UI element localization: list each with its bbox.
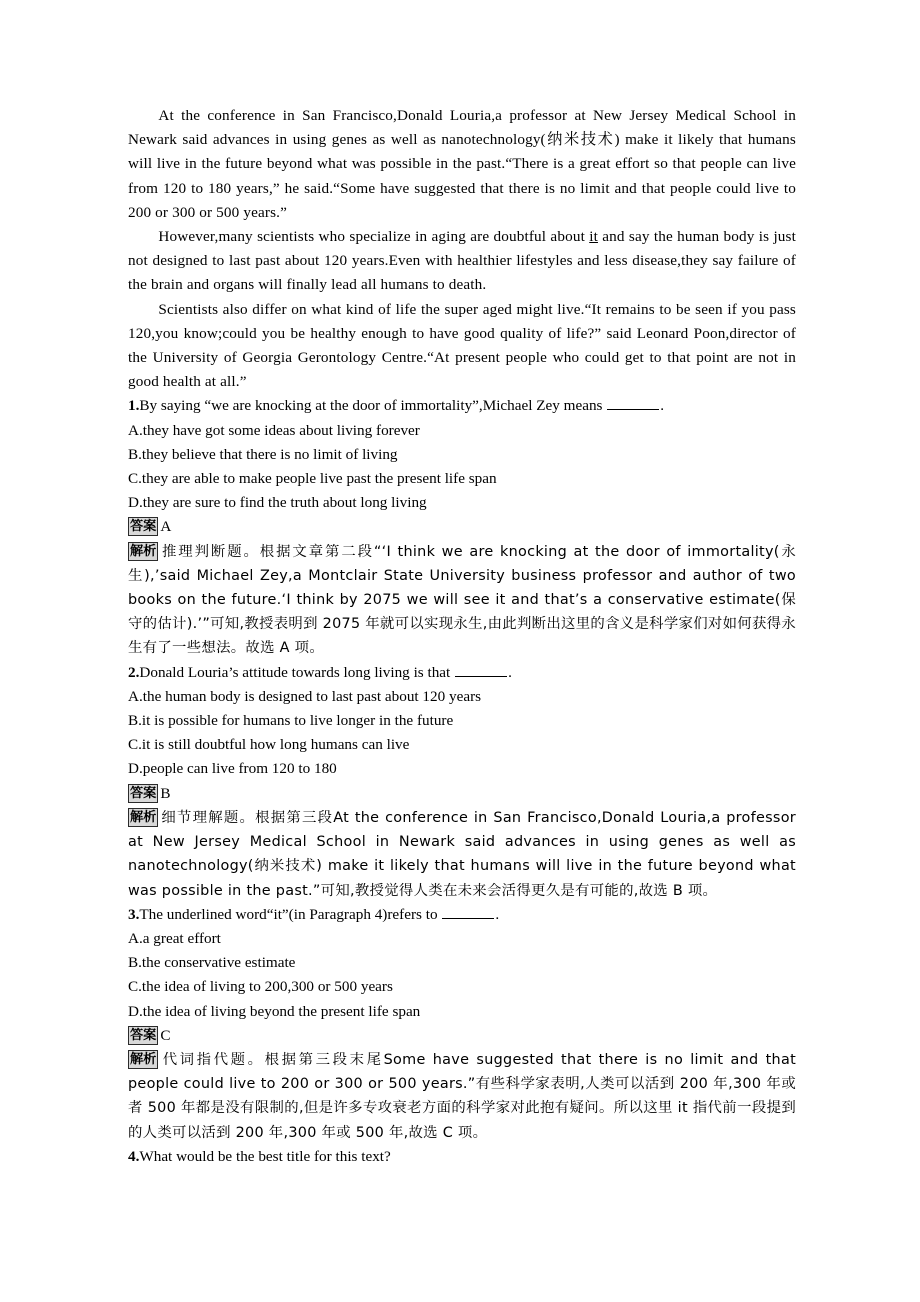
passage-paragraph-3: Scientists also differ on what kind of life the super aged might live.“It remains to be seen if you pass 120,you know;could you be healthy enough to have good quality of life?” said Leonard Poon,director of the University of Georgia Gerontology Centre.“At present people who could get to that point are not in good health at all.” [128,300,796,391]
analysis-tag: 解析 [130,809,157,825]
analysis-tag: 解析 [130,543,157,559]
underlined-word-it: it [589,228,598,246]
question-1-stem-text: By saying “we are knocking at the door of immortality”,Michael Zey means [139,397,607,415]
question-2-stem [128,661,796,685]
question-3-analysis-row [128,1048,796,1145]
question-3-stem [128,903,796,927]
question-2-answer-row [128,782,796,806]
question-1-analysis-text: 推理判断题。根据文章第二段“‘I think we are knocking at the door of immortality(永生),’said Michael Zey,a Montclair State University business professor and author of two books on the future.‘I think by 2075 we will see it and that’s a conservative estimate(保守的估计).’”可知,教授表明到 2075 年就可以实现永生,由此判断出这里的含义是科学家们对如何获得永生有了一些想法。故选 A 项。 [128,543,796,657]
question-1-analysis-row [128,540,796,661]
question-2-number: 2. [128,663,140,681]
question-3-option-a[interactable]: A.a great effort [128,929,221,947]
question-3-stem-tail: . [495,905,500,923]
question-3-number: 3. [128,905,140,923]
question-3-answer-value: C [160,1026,171,1044]
question-4-stem [128,1145,796,1169]
question-1-option-b[interactable]: B.they believe that there is no limit of living [128,445,398,463]
analysis-tag: 解析 [130,1051,157,1067]
answer-tag: 答案 [130,785,157,801]
question-4-number: 4. [128,1147,140,1165]
question-3-answer-row [128,1024,796,1048]
question-2-blank[interactable] [455,663,507,677]
question-3-option-b[interactable]: B.the conservative estimate [128,954,296,972]
question-1-number: 1. [128,397,140,415]
question-3-option-d[interactable]: D.the idea of living beyond the present life span [128,1002,421,1020]
question-1-answer-value: A [160,518,172,536]
answer-tag: 答案 [130,519,157,535]
question-2-analysis-text: 细节理解题。根据第三段At the conference in San Francisco,Donald Louria,a professor at New Jersey Medical School in Newark said advances in using genes as well as nanotechnology(纳米技术) make it likely that humans will live in the future beyond what was possible in the past.”可知,教授觉得人类在未来会活得更久是有可能的,故选 B 项。 [128,809,796,899]
question-1-option-c[interactable]: C.they are able to make people live past the present life span [128,470,497,488]
question-3-option-c[interactable]: C.the idea of living to 200,300 or 500 years [128,978,393,996]
passage-paragraph-2 [128,225,796,298]
question-1-option-a[interactable]: A.they have got some ideas about living forever [128,421,420,439]
passage-paragraph-1: At the conference in San Francisco,Donald Louria,a professor at New Jersey Medical School in Newark said advances in using genes as well as nanotechnology(纳米技术) make it likely that humans will live in the future beyond what was possible in the past.“There is a great effort so that people can live from 120 to 180 years,” he said.“Some have suggested that there is no limit and that people could live to 200 or 300 or 500 years.” [128,107,796,221]
question-1-answer-row [128,515,796,539]
question-2-answer-value: B [160,784,171,802]
question-2-analysis-row [128,806,796,903]
question-4-stem-text: What would be the best title for this text? [139,1147,391,1165]
question-2-option-d[interactable]: D.people can live from 120 to 180 [128,760,337,778]
question-2-option-c[interactable]: C.it is still doubtful how long humans can live [128,736,410,754]
passage-paragraph-2-text: However,many scientists who specialize in aging are doubtful about it and say the human body is just not designed to last past about 120 years.Even with healthier lifestyles and less disease,they say failure of the brain and organs will finally lead all humans to death. [128,228,796,294]
answer-tag: 答案 [130,1027,157,1043]
question-1-stem-tail: . [660,397,665,415]
question-3-analysis-text: 代词指代题。根据第三段末尾Some have suggested that there is no limit and that people could live to 200 or 300 or 500 years.”有些科学家表明,人类可以活到 200 年,300 年或者 500 年都是没有限制的,但是许多专攻衰老方面的科学家对此抱有疑问。所以这里 it 指代前一段提到的人类可以活到 200 年,300 年或 500 年,故选 C 项。 [128,1051,796,1141]
question-1-stem [128,394,796,418]
page-content [128,104,796,1169]
question-3-stem-text: The underlined word“it”(in Paragraph 4)refers to [139,905,442,923]
question-2-stem-tail: . [508,663,512,681]
question-2-stem-text: Donald Louria’s attitude towards long living is that [139,663,455,681]
question-2-option-a[interactable]: A.the human body is designed to last past about 120 years [128,687,482,705]
question-1-option-d[interactable]: D.they are sure to find the truth about long living [128,494,427,512]
question-3-blank[interactable] [442,905,494,919]
question-1-blank[interactable] [607,397,659,411]
question-2-option-b[interactable]: B.it is possible for humans to live longer in the future [128,712,454,730]
